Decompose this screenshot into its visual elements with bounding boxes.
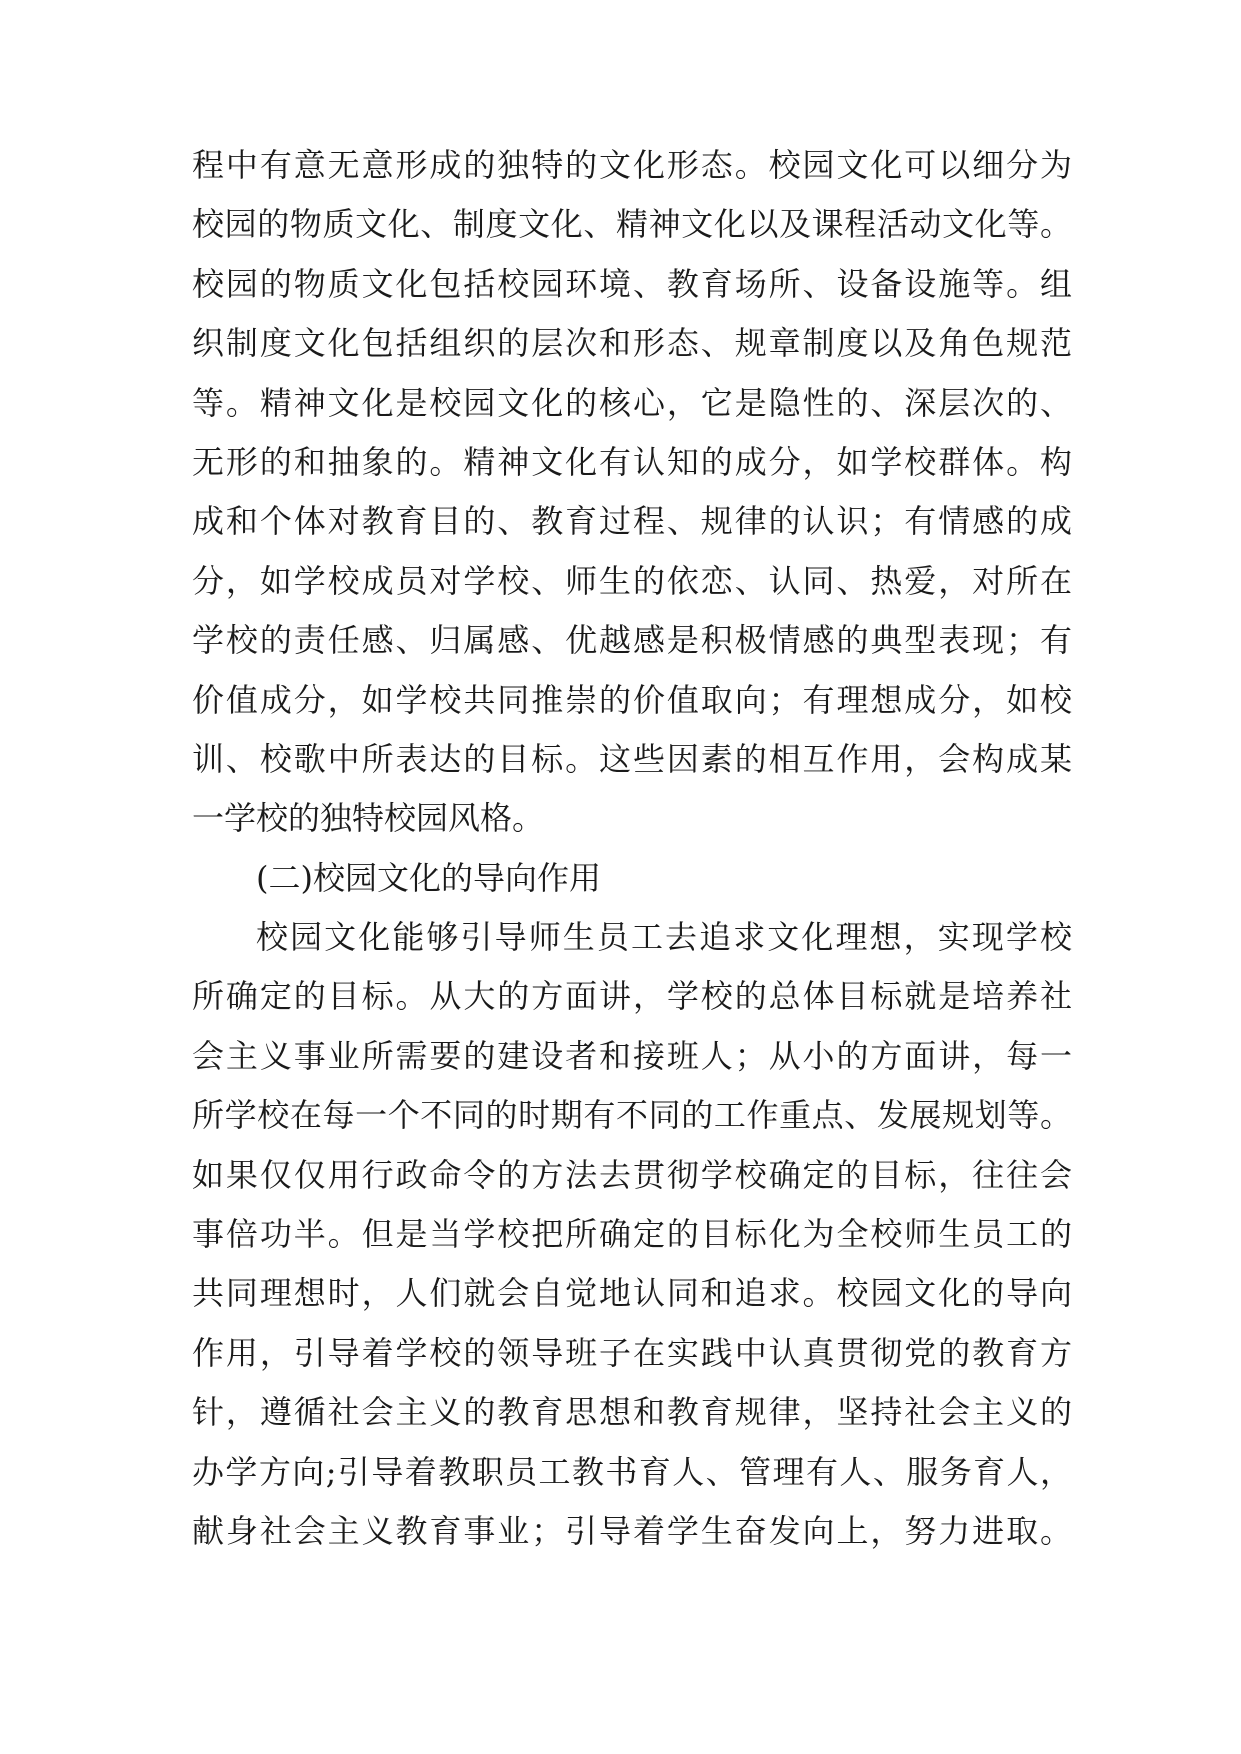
- paragraph-line: 献身社会主义教育事业；引导着学生奋发向上，努力进取。: [192, 1511, 1072, 1550]
- paragraph-line: 所确定的目标。从大的方面讲，学校的总体目标就是培养社: [192, 977, 1072, 1016]
- paragraph-line: 无形的和抽象的。精神文化有认知的成分，如学校群体。构: [192, 442, 1072, 481]
- paragraph-line: 作用，引导着学校的领导班子在实践中认真贯彻党的教育方: [192, 1333, 1072, 1372]
- paragraph-line: 训、校歌中所表达的目标。这些因素的相互作用，会构成某: [192, 739, 1072, 778]
- paragraph-line: 程中有意无意形成的独特的文化形态。校园文化可以细分为: [192, 146, 1072, 184]
- paragraph-line: 分，如学校成员对学校、师生的依恋、认同、热爱，对所在: [192, 561, 1072, 600]
- paragraph-line: 织制度文化包括组织的层次和形态、规章制度以及角色规范: [192, 324, 1072, 363]
- paragraph-line: 校园的物质文化包括校园环境、教育场所、设备设施等。组: [192, 264, 1072, 303]
- paragraph-line: 共同理想时，人们就会自觉地认同和追求。校园文化的导向: [192, 1274, 1072, 1313]
- section-heading: (二)校园文化的导向作用: [256, 858, 601, 897]
- paragraph-line: 针，遵循社会主义的教育思想和教育规律，坚持社会主义的: [192, 1393, 1072, 1432]
- paragraph-line: 等。精神文化是校园文化的核心，它是隐性的、深层次的、: [192, 383, 1072, 422]
- paragraph-line: 校园文化能够引导师生员工去追求文化理想，实现学校: [256, 918, 1072, 957]
- paragraph-line: 一学校的独特校园风格。: [192, 799, 545, 838]
- paragraph-line: 校园的物质文化、制度文化、精神文化以及课程活动文化等。: [192, 205, 1072, 244]
- paragraph-line: 成和个体对教育目的、教育过程、规律的认识；有情感的成: [192, 502, 1072, 541]
- paragraph-line: 学校的责任感、归属感、优越感是积极情感的典型表现；有: [192, 621, 1072, 660]
- paragraph-line: 所学校在每一个不同的时期有不同的工作重点、发展规划等。: [192, 1096, 1072, 1135]
- paragraph-line: 会主义事业所需要的建设者和接班人；从小的方面讲，每一: [192, 1036, 1072, 1075]
- paragraph-line: 如果仅仅用行政命令的方法去贯彻学校确定的目标，往往会: [192, 1155, 1072, 1194]
- paragraph-continued: [192, 136, 1072, 849]
- paragraph-guidance: [192, 908, 1072, 1561]
- document-body: [192, 136, 1072, 1561]
- paragraph-line: 事倍功半。但是当学校把所确定的目标化为全校师生员工的: [192, 1215, 1072, 1254]
- paragraph-line: 价值成分，如学校共同推崇的价值取向；有理想成分，如校: [192, 680, 1072, 719]
- paragraph-line: 办学方向;引导着教职员工教书育人、管理有人、服务育人，: [192, 1452, 1072, 1491]
